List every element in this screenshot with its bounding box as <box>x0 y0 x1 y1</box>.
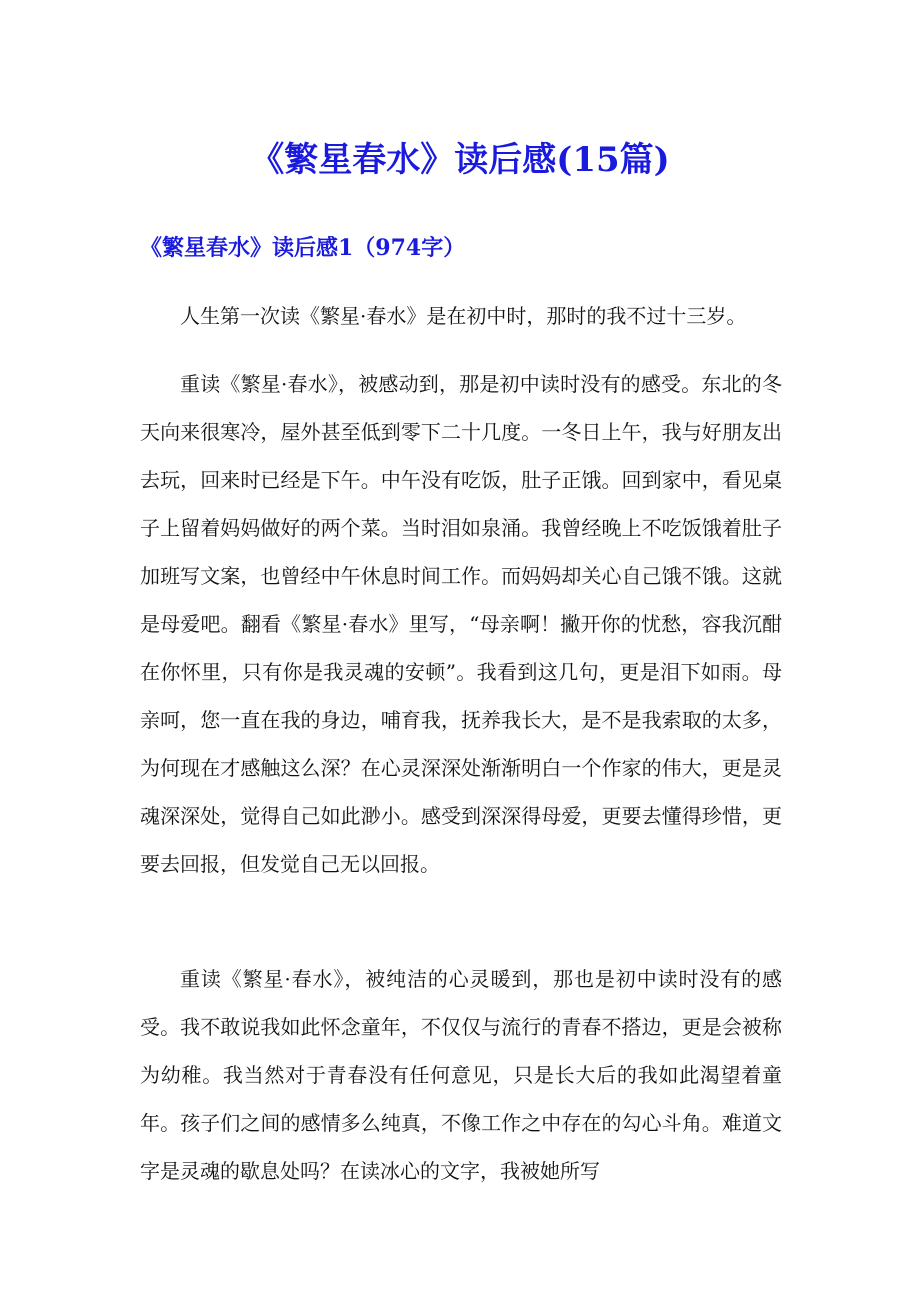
document-title: 《繁星春水》读后感(15篇) <box>250 140 670 180</box>
paragraph: 重读《繁星·春水》，被纯洁的心灵暖到，那也是初中读时没有的感受。我不敢说我如此怀念童年，不仅仅与流行的青春不搭边，更是会被称为幼稚。我当然对于青春没有任何意见，只是长大后的我如此渴望着童年。孩子们之间的感情多么纯真，不像工作之中存在的勾心斗角。难道文字是灵魂的歇息处吗？在读冰心的文字，我被她所写 <box>140 967 782 1183</box>
paragraph: 人生第一次读《繁星·春水》是在初中时，那时的我不过十三岁。 <box>180 304 747 328</box>
section-heading: 《繁星春水》读后感1（974字） <box>140 235 466 261</box>
paragraph: 重读《繁星·春水》，被感动到，那是初中读时没有的感受。东北的冬天向来很寒冷，屋外甚至低到零下二十几度。一冬日上午，我与好朋友出去玩，回来时已经是下午。中午没有吃饭，肚子正饿。回到家中，看见桌子上留着妈妈做好的两个菜。当时泪如泉涌。我曾经晚上不吃饭饿着肚子加班写文案，也曾经中午休息时间工作。而妈妈却关心自己饿不饿。这就是母爱吧。翻看《繁星·春水》里写，“母亲啊！撇开你的忧愁，容我沉酣在你怀里，只有你是我灵魂的安顿”。我看到这几句，更是泪下如雨。母亲呵，您一直在我的身边，哺育我，抚养我长大，是不是我索取的太多，为何现在才感触这么深？在心灵深深处渐渐明白一个作家的伟大，更是灵魂深深处，觉得自己如此渺小。感受到深深得母爱，更要去懂得珍惜，更要去回报，但发觉自己无以回报。 <box>140 372 782 876</box>
